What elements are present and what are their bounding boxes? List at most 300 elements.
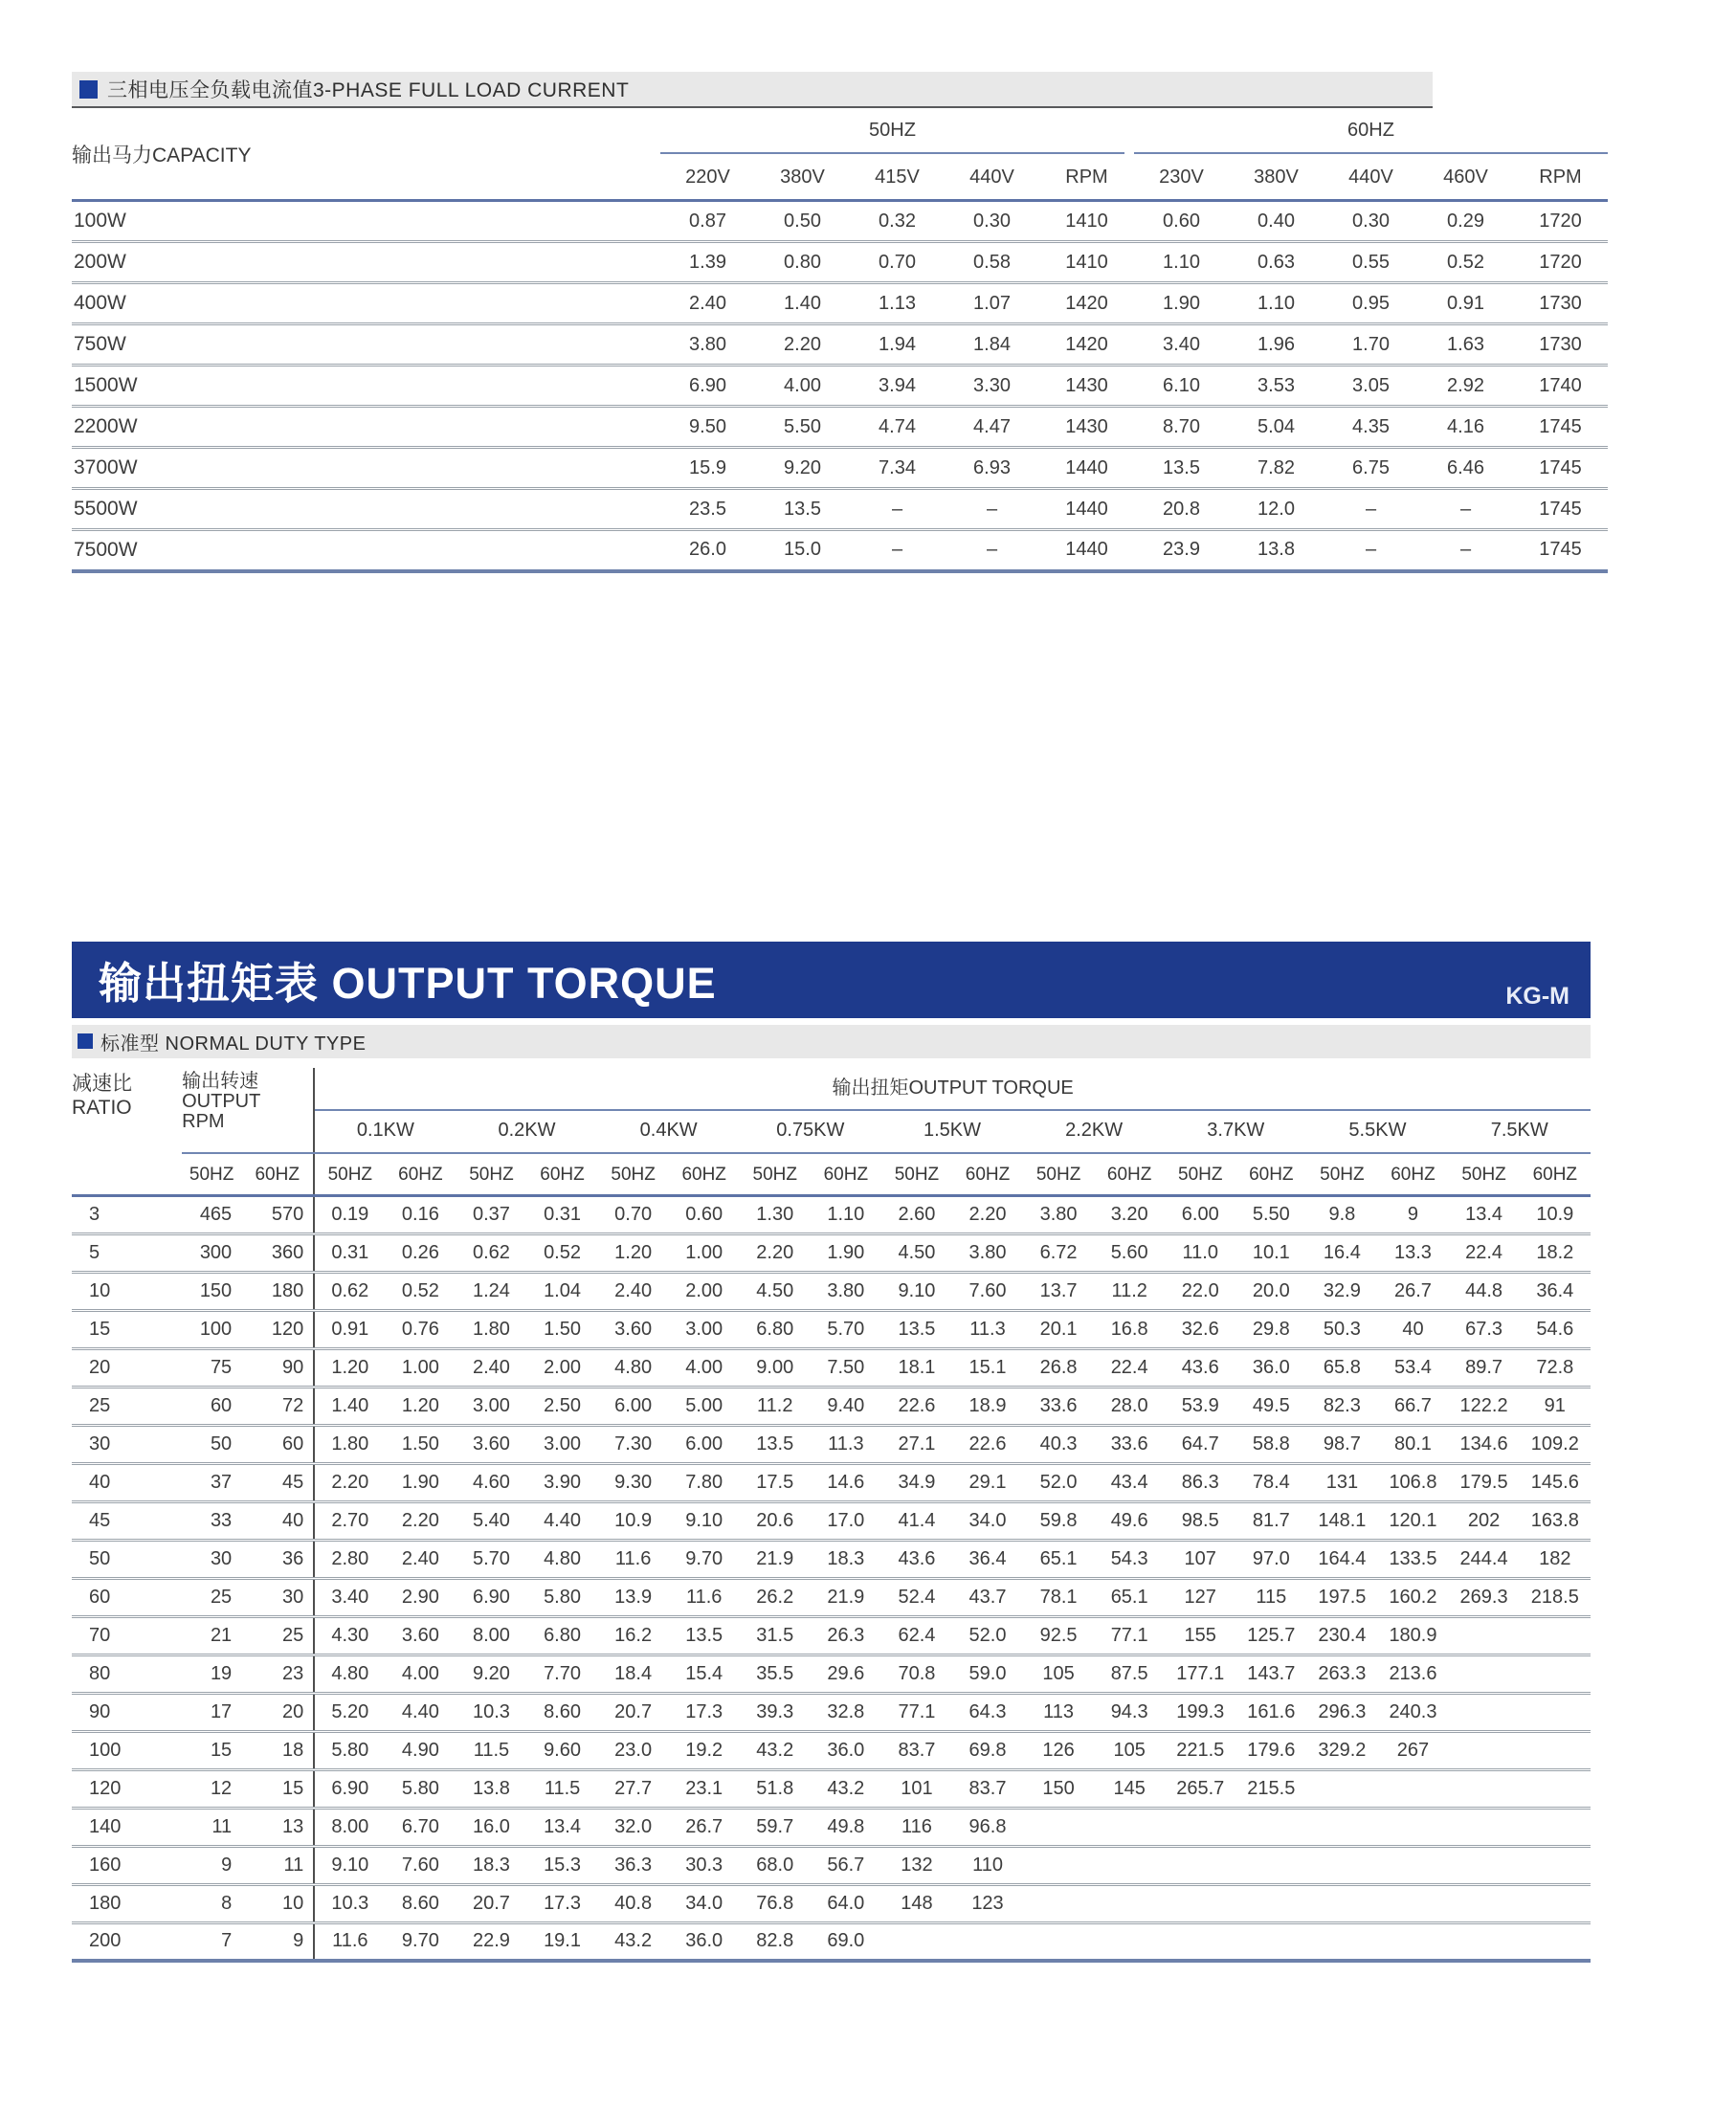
table-row (72, 407, 1608, 448)
table-cell: 65.8 (1306, 1348, 1377, 1387)
table-cell (1520, 1884, 1591, 1922)
table-cell (1023, 1884, 1094, 1922)
table-cell: 107 (1165, 1540, 1235, 1578)
table-cell: 8 (182, 1884, 241, 1922)
table-cell (1449, 1731, 1520, 1769)
table-cell: 7.60 (952, 1272, 1023, 1310)
table-cell: 90 (241, 1348, 314, 1387)
table-cell (1165, 1846, 1235, 1884)
table-cell: 30 (182, 1540, 241, 1578)
table-cell: 1.20 (314, 1348, 385, 1387)
table-cell: 16.0 (456, 1808, 526, 1846)
table-cell: 11.6 (598, 1540, 669, 1578)
table-cell: 33 (182, 1501, 241, 1540)
table-cell: 53.9 (1165, 1387, 1235, 1425)
table-cell: 1.20 (598, 1233, 669, 1272)
table-cell: 10 (72, 1272, 182, 1310)
table-cell: 29.1 (952, 1463, 1023, 1501)
table-cell: 9 (1407, 1203, 1419, 1225)
table-cell: 13.5 (755, 489, 850, 530)
table-cell: 1.00 (385, 1348, 456, 1387)
table-cell: 36.4 (1520, 1272, 1591, 1310)
kw-column-header: 2.2KW (1023, 1111, 1165, 1153)
table-cell: 1430 (1039, 407, 1134, 448)
normal-duty-subtitle: 标准型 NORMAL DUTY TYPE (100, 1033, 367, 1055)
freq-column-header: 50HZ (1165, 1153, 1235, 1196)
table-cell: 4.00 (755, 366, 850, 407)
table-cell (1377, 1808, 1448, 1846)
table-cell: 59.7 (740, 1808, 811, 1846)
table-cell: – (1324, 530, 1418, 571)
table-cell: 15.3 (527, 1846, 598, 1884)
table-row (72, 1425, 1591, 1463)
table-cell: 50 (182, 1425, 241, 1463)
table-cell: 0.76 (385, 1310, 456, 1348)
table-cell: 1.30 (756, 1203, 794, 1225)
table-cell: 69.8 (952, 1731, 1023, 1769)
table-cell: 199.3 (1165, 1693, 1235, 1731)
table-cell: 0.31 (314, 1233, 385, 1272)
table-cell: 148 (881, 1884, 952, 1922)
column-header: RPM (1039, 154, 1134, 201)
column-header: 220V (660, 154, 755, 201)
full-load-current-table-body (72, 201, 1608, 571)
table-cell: 89.7 (1449, 1348, 1520, 1387)
table-cell: 43.4 (1094, 1463, 1165, 1501)
freq-group-header-50hz: 50HZ (660, 108, 1134, 154)
table-cell: 9.40 (811, 1387, 881, 1425)
table-cell: 21 (182, 1616, 241, 1655)
table-cell: 36 (241, 1540, 314, 1578)
table-cell: 0.55 (1324, 242, 1418, 283)
table-cell: 161.6 (1235, 1693, 1306, 1731)
table-cell: 19.1 (527, 1922, 598, 1961)
table-cell (1094, 1846, 1165, 1884)
freq-column-header: 50HZ (598, 1153, 669, 1196)
table-row (72, 1884, 1591, 1922)
output-torque-group-header: 输出扭矩OUTPUT TORQUE (314, 1068, 1591, 1111)
table-cell: 30.3 (669, 1846, 740, 1884)
table-cell: 60 (72, 1578, 182, 1616)
table-cell: 16.4 (1306, 1233, 1377, 1272)
table-cell: 5.00 (669, 1387, 740, 1425)
table-cell: 0.87 (689, 210, 726, 232)
table-cell: 3.90 (527, 1463, 598, 1501)
table-cell: 126 (1023, 1731, 1094, 1769)
table-cell: 1.39 (660, 242, 755, 283)
table-cell: 90 (72, 1693, 182, 1731)
table-cell: 11.6 (314, 1922, 385, 1961)
torque-unit-label: KG-M (1505, 982, 1569, 1010)
table-cell: 17.3 (527, 1884, 598, 1922)
table-row (72, 1808, 1591, 1846)
table-cell: 40 (72, 1463, 182, 1501)
table-cell: 72 (241, 1387, 314, 1425)
kw-column-header: 1.5KW (881, 1111, 1023, 1153)
output-torque-banner-title: 输出扭矩表 OUTPUT TORQUE (99, 959, 717, 1008)
table-cell (1449, 1884, 1520, 1922)
table-cell: 3.80 (811, 1272, 881, 1310)
table-cell: 66.7 (1377, 1387, 1448, 1425)
table-cell: 26.7 (1377, 1272, 1448, 1310)
table-cell: 7.50 (811, 1348, 881, 1387)
table-cell: 13.8 (1229, 530, 1324, 571)
table-cell: 13.7 (1023, 1272, 1094, 1310)
table-cell: 0.37 (472, 1203, 510, 1225)
table-cell: 37 (182, 1463, 241, 1501)
table-cell: 143.7 (1235, 1655, 1306, 1693)
freq-column-header: 60HZ (527, 1153, 598, 1196)
table-cell: 5.60 (1094, 1233, 1165, 1272)
table-row (72, 1348, 1591, 1387)
column-header: 415V (850, 154, 945, 201)
table-cell: 0.30 (1352, 210, 1390, 232)
table-cell: 267 (1377, 1731, 1448, 1769)
table-cell: 123 (952, 1884, 1023, 1922)
table-cell: 26.2 (740, 1578, 811, 1616)
table-cell: 360 (241, 1233, 314, 1272)
table-cell: 43.2 (598, 1922, 669, 1961)
table-cell: 60 (182, 1387, 241, 1425)
table-cell (1520, 1808, 1591, 1846)
table-cell: 1745 (1513, 489, 1608, 530)
table-cell: 13.9 (598, 1578, 669, 1616)
table-cell: 80.1 (1377, 1425, 1448, 1463)
table-cell: 22.4 (1449, 1233, 1520, 1272)
table-cell: 9.30 (598, 1463, 669, 1501)
table-cell: 91 (1520, 1387, 1591, 1425)
normal-duty-subtitle-bar (72, 1025, 1591, 1058)
table-cell: 51.8 (740, 1769, 811, 1808)
table-cell: 29.8 (1235, 1310, 1306, 1348)
table-row (72, 1655, 1591, 1693)
table-cell: 6.10 (1134, 366, 1229, 407)
table-cell: 570 (271, 1203, 304, 1225)
table-cell: 1420 (1039, 283, 1134, 324)
table-cell: 49.5 (1235, 1387, 1306, 1425)
table-cell: 177.1 (1165, 1655, 1235, 1693)
table-cell: 43.7 (952, 1578, 1023, 1616)
table-cell: 34.9 (881, 1463, 952, 1501)
table-cell: 6.70 (385, 1808, 456, 1846)
freq-column-header: 50HZ (182, 1153, 241, 1196)
table-cell: 3.60 (385, 1616, 456, 1655)
table-cell: 36.0 (1235, 1348, 1306, 1387)
table-cell: 11.5 (527, 1769, 598, 1808)
table-cell: 65.1 (1094, 1578, 1165, 1616)
table-cell: 6.72 (1023, 1233, 1094, 1272)
table-cell: 22.0 (1165, 1272, 1235, 1310)
table-cell: 82.3 (1306, 1387, 1377, 1425)
table-cell: 11.3 (811, 1425, 881, 1463)
table-cell: 36.3 (598, 1846, 669, 1884)
kw-column-header: 0.1KW (314, 1111, 456, 1153)
table-cell: 163.8 (1520, 1501, 1591, 1540)
freq-column-header: 60HZ (669, 1153, 740, 1196)
table-cell: 3.00 (456, 1387, 526, 1425)
table-cell: 2.20 (740, 1233, 811, 1272)
table-cell: 2200W (72, 407, 660, 448)
table-cell: 50 (72, 1540, 182, 1578)
table-cell: 140 (72, 1808, 182, 1846)
table-cell: 1745 (1513, 407, 1608, 448)
table-cell: 13.3 (1377, 1233, 1448, 1272)
table-cell: 0.29 (1447, 210, 1484, 232)
table-cell: 150 (182, 1272, 241, 1310)
table-cell: 9.10 (881, 1272, 952, 1310)
table-cell: 127 (1165, 1578, 1235, 1616)
table-cell: 5.50 (755, 407, 850, 448)
table-cell: 1.63 (1418, 324, 1513, 366)
table-cell: 2.00 (669, 1272, 740, 1310)
table-cell: 1.04 (527, 1272, 598, 1310)
table-cell: 1.00 (669, 1233, 740, 1272)
table-cell: 25 (241, 1616, 314, 1655)
table-cell: 77.1 (881, 1693, 952, 1731)
table-row (72, 489, 1608, 530)
table-cell: 23.1 (669, 1769, 740, 1808)
table-cell: 96.8 (952, 1808, 1023, 1846)
table-cell: 17.5 (740, 1463, 811, 1501)
freq-column-header: 50HZ (456, 1153, 526, 1196)
table-cell: 0.31 (544, 1203, 581, 1225)
table-cell (1023, 1846, 1094, 1884)
table-cell: 7.30 (598, 1425, 669, 1463)
table-cell: 18.4 (598, 1655, 669, 1693)
table-cell: 1.80 (456, 1310, 526, 1348)
table-cell: 0.19 (314, 1195, 385, 1233)
table-cell: 1410 (1039, 242, 1134, 283)
output-torque-table-header (72, 1068, 1591, 1196)
kw-column-header: 0.75KW (740, 1111, 881, 1153)
table-cell: 1.94 (850, 324, 945, 366)
table-cell: 115 (1235, 1578, 1306, 1616)
table-cell: 94.3 (1094, 1693, 1165, 1731)
table-cell: 132 (881, 1846, 952, 1884)
freq-column-header: 60HZ (1520, 1153, 1591, 1196)
table-row (72, 242, 1608, 283)
table-cell: 6.00 (598, 1387, 669, 1425)
table-cell: 16.2 (598, 1616, 669, 1655)
kw-column-header: 7.5KW (1449, 1111, 1591, 1153)
table-cell (1306, 1808, 1377, 1846)
table-cell: 70 (72, 1616, 182, 1655)
table-cell (1520, 1693, 1591, 1731)
table-cell (1165, 1884, 1235, 1922)
table-cell: 0.91 (314, 1310, 385, 1348)
table-cell: 22.6 (881, 1387, 952, 1425)
table-cell: 182 (1520, 1540, 1591, 1578)
table-cell: 1740 (1513, 366, 1608, 407)
table-row (72, 1272, 1591, 1310)
table-cell: – (850, 489, 945, 530)
table-cell: 110 (952, 1846, 1023, 1884)
table-cell: 9 (182, 1846, 241, 1884)
table-cell: 43.2 (740, 1731, 811, 1769)
ratio-column-header: 减速比 RATIO (72, 1068, 182, 1196)
table-cell: 32.9 (1306, 1272, 1377, 1310)
table-cell: 10.9 (598, 1501, 669, 1540)
freq-column-header: 60HZ (385, 1153, 456, 1196)
table-cell: 56.7 (811, 1846, 881, 1884)
table-cell: 58.8 (1235, 1425, 1306, 1463)
table-cell: 2.40 (598, 1272, 669, 1310)
table-cell: 2.20 (385, 1501, 456, 1540)
table-cell: 13.4 (527, 1808, 598, 1846)
table-cell (1377, 1769, 1448, 1808)
table-cell: 1.96 (1229, 324, 1324, 366)
table-cell: 33.6 (1094, 1425, 1165, 1463)
table-cell: 131 (1306, 1463, 1377, 1501)
table-cell (1449, 1655, 1520, 1693)
table-cell: 76.8 (740, 1884, 811, 1922)
table-cell: 21.9 (740, 1540, 811, 1578)
table-row (72, 366, 1608, 407)
table-cell: 3 (89, 1203, 100, 1225)
table-cell: 68.0 (740, 1846, 811, 1884)
table-cell: 5.50 (1252, 1203, 1290, 1225)
table-cell: 101 (881, 1769, 952, 1808)
table-cell: 3.20 (1110, 1203, 1148, 1225)
table-cell: 36.0 (669, 1922, 740, 1961)
table-cell: – (1418, 530, 1513, 571)
table-cell: 39.3 (740, 1693, 811, 1731)
table-cell: 6.93 (945, 448, 1039, 489)
table-cell: 109.2 (1520, 1425, 1591, 1463)
freq-column-header: 50HZ (314, 1153, 385, 1196)
table-cell: 9.70 (669, 1540, 740, 1578)
table-cell (1094, 1922, 1165, 1961)
table-cell: 202 (1449, 1501, 1520, 1540)
table-cell: 18.1 (881, 1348, 952, 1387)
table-cell: 116 (881, 1808, 952, 1846)
kw-column-header: 5.5KW (1306, 1111, 1448, 1153)
table-cell: 4.80 (527, 1540, 598, 1578)
table-cell: 296.3 (1306, 1693, 1377, 1731)
table-cell: 12 (182, 1769, 241, 1808)
table-cell: 35.5 (740, 1655, 811, 1693)
table-cell: 2.40 (456, 1348, 526, 1387)
table-cell: 8.70 (1134, 407, 1229, 448)
table-cell: 65.1 (1023, 1540, 1094, 1578)
table-cell: 2.92 (1418, 366, 1513, 407)
freq-column-header: 50HZ (1306, 1153, 1377, 1196)
table-cell: 53.4 (1377, 1348, 1448, 1387)
table-cell: 6.75 (1324, 448, 1418, 489)
table-cell: 100 (72, 1731, 182, 1769)
table-cell: 23.5 (660, 489, 755, 530)
table-cell: 1.70 (1324, 324, 1418, 366)
table-cell (952, 1922, 1023, 1961)
table-cell: 64.0 (811, 1884, 881, 1922)
table-cell: 120 (241, 1310, 314, 1348)
table-cell: 10.3 (314, 1884, 385, 1922)
freq-group-header-60hz: 60HZ (1134, 108, 1608, 154)
table-cell: 14.6 (811, 1463, 881, 1501)
table-cell: 23 (241, 1655, 314, 1693)
table-cell: 105 (1023, 1655, 1094, 1693)
table-cell: 54.6 (1520, 1310, 1591, 1348)
table-cell: 133.5 (1377, 1540, 1448, 1578)
table-cell: 34.0 (669, 1884, 740, 1922)
table-cell: 13 (241, 1808, 314, 1846)
table-cell: 26.7 (669, 1808, 740, 1846)
table-cell (1520, 1731, 1591, 1769)
table-cell: 2.50 (527, 1387, 598, 1425)
table-cell: 11.5 (456, 1731, 526, 1769)
table-row (72, 1540, 1591, 1578)
table-cell (1094, 1808, 1165, 1846)
full-load-current-table (72, 108, 1608, 573)
output-rpm-column-header: 输出转速 OUTPUT RPM (182, 1068, 314, 1153)
table-cell: 17.3 (669, 1693, 740, 1731)
table-row (72, 1922, 1591, 1961)
table-cell: 97.0 (1235, 1540, 1306, 1578)
table-cell: 21.9 (811, 1578, 881, 1616)
table-cell (1449, 1769, 1520, 1808)
table-cell: 1.10 (827, 1203, 865, 1225)
table-cell: 13.5 (1134, 448, 1229, 489)
table-cell: 3.94 (850, 366, 945, 407)
table-cell (1023, 1922, 1094, 1961)
table-cell: – (1418, 489, 1513, 530)
table-cell: 100 (182, 1310, 241, 1348)
table-cell: 1500W (72, 366, 660, 407)
table-cell: 5.40 (456, 1501, 526, 1540)
table-cell: 148.1 (1306, 1501, 1377, 1540)
column-header: 460V (1418, 154, 1513, 201)
table-cell: 4.30 (314, 1616, 385, 1655)
table-cell: 30 (241, 1578, 314, 1616)
table-cell: 1.90 (385, 1463, 456, 1501)
table-cell: 19.2 (669, 1731, 740, 1769)
freq-column-header: 50HZ (1449, 1153, 1520, 1196)
table-cell: 11.2 (1094, 1272, 1165, 1310)
table-cell: 9.10 (314, 1846, 385, 1884)
table-cell: 6.00 (1181, 1203, 1219, 1225)
table-cell: 2.40 (385, 1540, 456, 1578)
table-cell: 11.6 (669, 1578, 740, 1616)
table-cell: 218.5 (1520, 1578, 1591, 1616)
table-cell: 213.6 (1377, 1655, 1448, 1693)
table-cell: 16.8 (1094, 1310, 1165, 1348)
table-cell: 6.46 (1418, 448, 1513, 489)
table-cell: 32.0 (598, 1808, 669, 1846)
table-cell (1094, 1884, 1165, 1922)
table-cell: 4.35 (1324, 407, 1418, 448)
freq-column-header: 60HZ (1094, 1153, 1165, 1196)
table-cell: 8.60 (527, 1693, 598, 1731)
table-cell: 2.00 (527, 1348, 598, 1387)
table-cell: 80 (72, 1655, 182, 1693)
table-cell: 69.0 (811, 1922, 881, 1961)
table-cell: 180 (241, 1272, 314, 1310)
table-cell: 164.4 (1306, 1540, 1377, 1578)
table-cell: 400W (72, 283, 660, 324)
table-cell (881, 1922, 952, 1961)
table-cell: 3.00 (669, 1310, 740, 1348)
table-cell: 1.13 (850, 283, 945, 324)
table-cell: 7.82 (1229, 448, 1324, 489)
table-cell: 329.2 (1306, 1731, 1377, 1769)
table-cell: 5.80 (385, 1769, 456, 1808)
freq-column-header: 60HZ (241, 1153, 314, 1196)
table-cell: 10.3 (456, 1693, 526, 1731)
table-cell: 78.1 (1023, 1578, 1094, 1616)
table-cell: 77.1 (1094, 1616, 1165, 1655)
table-cell: 15 (72, 1310, 182, 1348)
table-cell: 200 (72, 1922, 182, 1961)
